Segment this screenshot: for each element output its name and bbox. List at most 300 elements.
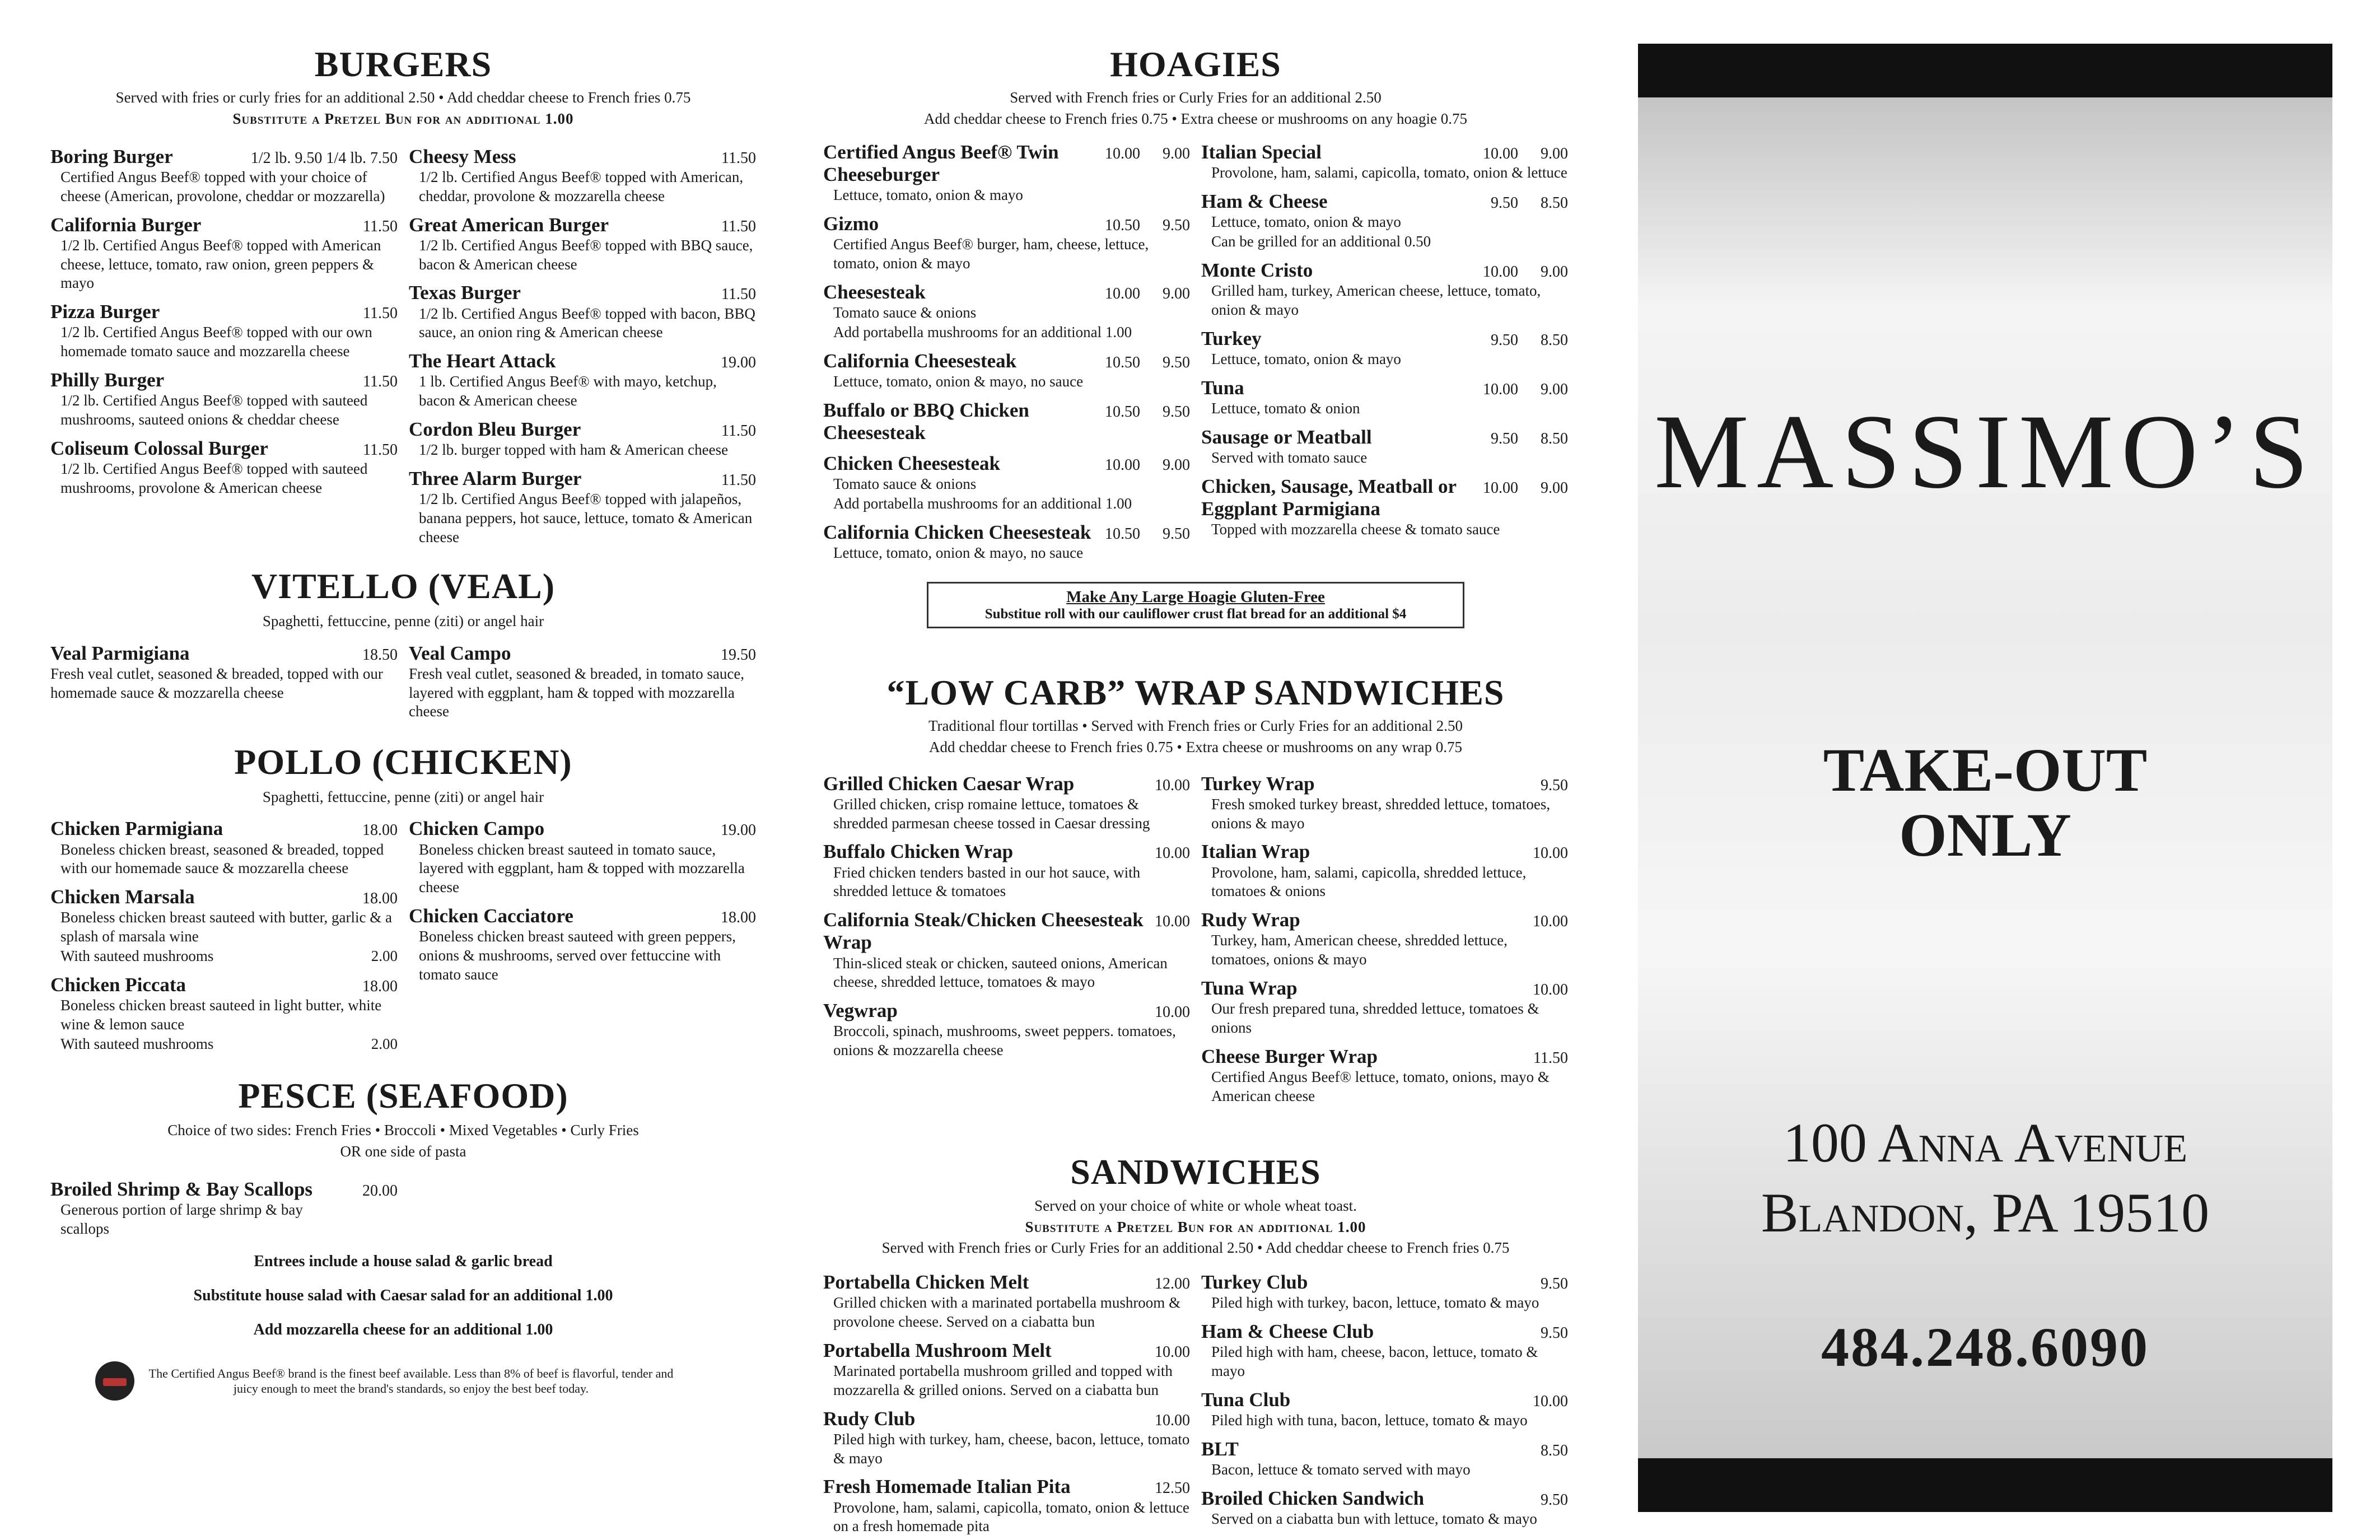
item-description: 1/2 lb. Certified Angus Beef® topped with BBQ sauce, bacon & American cheese [419,236,753,273]
price-small: 9.00 [1541,144,1568,162]
item-price: 11.50 [721,471,756,489]
item-description: Tomato sauce & onions [833,304,977,321]
menu-item [1201,977,1568,1038]
item-price: 11.50 [721,286,756,304]
item-header [50,974,398,996]
menu-item [1201,1046,1568,1106]
item-description: Marinated portabella mushroom grilled and topped with mozzarella & grilled onions. Served on a ciabatta bun [833,1362,1173,1398]
item-header [1201,909,1568,931]
menu-item [409,214,756,274]
item-description: 1 lb. Certified Angus Beef® with mayo, ketchup, bacon & American cheese [419,373,717,409]
item-price: 11.50 [721,217,756,235]
angus-footnote [50,1361,756,1401]
item-header [1201,977,1568,1000]
item-name: Sausage or Meatball [1201,426,1372,448]
entree-note: Entrees include a house salad & garlic bread [254,1252,553,1270]
extra-label: With sauteed mushrooms [60,947,214,964]
sandwiches-subtitle-3: Served with French fries or Curly Fries for an additional 2.50 • Add cheddar cheese to French fries 0.75 [881,1239,1510,1257]
item-description: 1/2 lb. Certified Angus Beef® topped with jalapeños, banana peppers, hot sauce, lettuce, tomato & American cheese [419,491,753,545]
address-line-1: 100 Anna Avenue [1782,1112,2188,1174]
item-header [1201,328,1568,350]
item-description: Thin-sliced steak or chicken, sauteed onions, American cheese, shredded lettuce, tomatoes & mayo [833,954,1168,991]
item-name: Chicken Piccata [50,973,186,996]
menu-item [50,146,398,206]
hoagies-title: HOAGIES [1110,44,1281,84]
price-large: 10.50 [1105,354,1140,372]
item-prices [1491,430,1568,448]
menu-item [409,282,756,342]
pesce-item [50,1178,398,1239]
brand-panel [1638,44,2332,1512]
item-price: 11.50 [363,372,398,390]
menu-item [409,146,756,206]
item-description: Lettuce, tomato, onion & mayo [1211,213,1401,231]
item-header [1201,426,1568,449]
item-header [823,1271,1190,1294]
hoagies-subtitle-2: Add cheddar cheese to French fries 0.75 • Extra cheese or mushrooms on any hoagie 0.75 [924,110,1467,128]
item-price: 11.50 [721,422,756,440]
item-description: Piled high with turkey, ham, cheese, bacon, lettuce, tomato & mayo [833,1430,1190,1467]
item-name: Broiled Shrimp & Bay Scallops [50,1178,313,1200]
item-header [823,909,1190,954]
item-description: Boneless chicken breast sauteed in light butter, white wine & lemon sauce [60,997,382,1033]
price-large: 10.00 [1483,144,1518,162]
price-large: 9.50 [1491,430,1518,447]
item-description: Fresh veal cutlet, seasoned & breaded, topped with our homemade sauce & mozzarella cheese [50,665,383,701]
item-name: Pizza Burger [50,301,160,323]
menu-item [1201,909,1568,969]
menu-item [50,974,398,1054]
item-description: Served on a ciabatta bun with lettuce, tomato & mayo [1211,1510,1537,1528]
item-header [409,146,756,168]
item-price: 18.50 [362,646,398,664]
item-description: Turkey, ham, American cheese, shredded lettuce, tomatoes, onions & mayo [1211,932,1508,968]
pollo-subtitle: Spaghetti, fettuccine, penne (ziti) or angel hair [262,788,544,805]
menu-item [823,773,1190,833]
extra-label: Add portabella mushrooms for an additional 1.00 [833,494,1132,512]
item-name: Italian Wrap [1201,841,1310,863]
item-header [409,818,756,840]
item-prices [1483,145,1568,163]
price-small: 9.00 [1163,284,1190,302]
menu-item [1201,141,1568,183]
menu-item [823,350,1190,391]
menu-item [1201,1389,1568,1430]
item-header [823,350,1190,372]
item-name: California Chicken Cheesesteak [823,521,1091,543]
item-name: Certified Angus Beef® Twin Cheeseburger [823,141,1059,186]
item-extra [1201,232,1568,251]
price-small: 9.00 [1541,479,1568,497]
item-name: Chicken Campo [409,818,545,840]
pesce-subtitle-2: OR one side of pasta [340,1142,466,1160]
item-description: Piled high with turkey, bacon, lettuce, tomato & mayo [1211,1294,1539,1312]
vitello-list [50,642,756,730]
menu-item [823,521,1190,563]
takeout-line-2: ONLY [1899,800,2071,869]
item-price: 10.00 [1155,1411,1190,1429]
extra-price: 2.00 [371,947,398,964]
item-name: Veal Parmigiana [50,642,190,664]
item-prices [1105,217,1190,235]
mozzarella-note: Add mozzarella cheese for an additional 1.00 [253,1320,553,1338]
item-price: 11.50 [363,305,398,323]
item-description: Provolone, ham, salami, capicolla, shredded lettuce, tomatoes & onions [1211,864,1527,900]
item-description: 1/2 lb. Certified Angus Beef® topped with our own homemade tomato sauce and mozzarella cheese [60,324,372,360]
item-description: Our fresh prepared tuna, shredded lettuce, tomatoes & onions [1211,1000,1539,1036]
menu-column [409,818,756,1061]
menu-column [409,146,756,555]
item-name: Coliseum Colossal Burger [50,437,268,459]
item-header [1201,1389,1568,1411]
item-price: 10.00 [1533,913,1568,931]
item-name: Cheese Burger Wrap [1201,1045,1378,1067]
price-small: 9.00 [1163,456,1190,474]
pesce-subtitle: Choice of two sides: French Fries • Broccoli • Mixed Vegetables • Curly Fries [167,1122,639,1139]
sandwiches-subtitle: Served on your choice of white or whole wheat toast. [1034,1197,1357,1214]
item-name: BLT [1201,1438,1239,1460]
menu-item [823,281,1190,342]
item-name: Buffalo or BBQ Chicken Cheesesteak [823,399,1029,444]
address [1638,1108,2332,1248]
gluten-free-subtitle: Substitue roll with our cauliflower crust flat bread for an additional $4 [984,606,1407,622]
item-description: Piled high with tuna, bacon, lettuce, tomato & mayo [1211,1412,1528,1429]
item-extra [50,946,398,966]
pollo-title: POLLO (CHICKEN) [234,742,572,782]
price-small: 9.50 [1163,217,1190,235]
item-header [50,642,398,665]
item-name: Fresh Homemade Italian Pita [823,1476,1071,1498]
item-header [1201,475,1568,521]
pesce-title: PESCE (SEAFOOD) [238,1075,568,1116]
item-name: Turkey [1201,327,1262,349]
item-name: Texas Burger [409,282,521,304]
item-description: Provolone, ham, salami, capicolla, tomato, onion & lettuce [1211,164,1567,181]
item-header [1201,141,1568,164]
menu-item [409,818,756,897]
restaurant-name: MASSIMO’S [1654,393,2316,511]
item-description: 1/2 lb. burger topped with ham & American cheese [419,441,729,459]
item-name: Cheesy Mess [409,145,516,167]
item-header [823,213,1190,235]
item-header [1201,259,1568,282]
item-header [1201,841,1568,863]
item-header [50,818,398,840]
address-line-2: Blandon, PA 19510 [1761,1182,2210,1244]
price-large: 10.00 [1483,479,1518,497]
item-price: 20.00 [362,1182,398,1200]
menu-item [1201,259,1568,320]
item-prices [1483,479,1568,497]
item-description: Boneless chicken breast, seasoned & breaded, topped with our homemade sauce & mozzarella cheese [60,841,384,877]
item-name: Chicken Cheesesteak [823,452,1000,474]
price-large: 10.00 [1483,263,1518,281]
item-description: Tomato sauce & onions [833,475,977,492]
item-description: Piled high with ham, cheese, bacon, lettuce, tomato & mayo [1211,1343,1538,1380]
item-header [823,841,1190,863]
item-description: Lettuce, tomato, onion & mayo [833,186,1023,204]
item-name: Vegwrap [823,1000,898,1022]
item-name: Portabella Mushroom Melt [823,1339,1052,1361]
price-small: 8.50 [1541,331,1568,349]
item-header [409,214,756,236]
menu-item [50,642,398,703]
price-large: 10.00 [1105,284,1140,302]
item-name: Tuna [1201,376,1244,399]
item-description: Certified Angus Beef® topped with your choice of cheese (American, provolone, cheddar or mozzarella) [60,169,385,204]
menu-item [1201,328,1568,369]
item-price: 12.00 [1155,1275,1190,1293]
item-header [823,281,1190,304]
item-header [1201,1438,1568,1460]
item-price: 18.00 [362,977,398,995]
hoagies-list [823,141,1568,571]
item-header [1201,1046,1568,1068]
item-description: Lettuce, tomato, onion & mayo, no sauce [833,373,1084,390]
item-header [1201,1487,1568,1510]
item-price: 10.00 [1155,844,1190,862]
item-name: Chicken Cacciatore [409,904,573,927]
price-large: 9.50 [1491,194,1518,212]
caesar-note: Substitute house salad with Caesar salad for an additional 1.00 [193,1286,613,1304]
wraps-list [823,773,1568,1114]
menu-item [1201,841,1568,901]
item-price: 10.00 [1533,844,1568,862]
item-description: Certified Angus Beef® burger, ham, cheese, lettuce, tomato, onion & mayo [833,236,1149,272]
item-price: 19.00 [721,822,756,839]
item-name: Grilled Chicken Caesar Wrap [823,772,1075,795]
item-description: Boneless chicken breast sauteed in tomato sauce, layered with eggplant, ham & topped with mozzarella cheese [419,841,745,896]
item-name: Italian Special [1201,141,1322,163]
item-prices [1105,354,1190,372]
item-description: Grilled chicken with a marinated portabella mushroom & provolone cheese. Served on a ciabatta bun [833,1294,1181,1331]
item-description: Boneless chicken breast sauteed with green peppers, onions & mushrooms, served over fettuccine with tomato sauce [419,928,736,983]
price-small: 9.50 [1163,354,1190,372]
item-price: 10.00 [1155,776,1190,794]
menu-item [409,418,756,460]
menu-column [823,1271,1190,1540]
item-prices [1483,381,1568,399]
item-name: Cheesesteak [823,281,926,303]
sandwiches-list [823,1271,1568,1540]
item-description: Generous portion of large shrimp & bay scallops [60,1201,303,1237]
item-price: 11.50 [363,441,398,459]
item-description: 1/2 lb. Certified Angus Beef® topped with American cheese, lettuce, tomato, raw onion, green peppers & mayo [60,236,381,292]
item-extra [50,1034,398,1054]
menu-item [409,905,756,984]
item-header [1201,190,1568,213]
item-price: 11.50 [1533,1049,1568,1067]
item-name: California Cheesesteak [823,350,1017,372]
item-price: 9.50 [1541,1491,1568,1509]
menu-item [1201,773,1568,833]
item-description: Served with tomato sauce [1211,449,1368,466]
item-description: Bacon, lettuce & tomato served with mayo [1211,1461,1471,1478]
item-description: 1/2 lb. Certified Angus Beef® topped with bacon, BBQ sauce, an onion ring & American cheese [419,305,755,341]
item-name: California Burger [50,213,202,236]
item-price: 11.50 [721,149,756,167]
item-name: Veal Campo [409,642,511,664]
price-large: 9.50 [1491,331,1518,349]
item-description: Lettuce, tomato, onion & mayo [1211,351,1401,368]
item-description: Grilled ham, turkey, American cheese, lettuce, tomato, onion & mayo [1211,282,1541,319]
menu-item [409,468,756,547]
extra-label: Can be grilled for an additional 0.50 [1211,232,1431,250]
item-description: 1/2 lb. Certified Angus Beef® topped with sauteed mushrooms, provolone & American cheese [60,460,368,496]
item-price: 19.50 [721,646,756,664]
item-description: Fried chicken tenders basted in our hot sauce, with shredded lettuce & tomatoes [833,864,1141,900]
item-price: 19.00 [721,354,756,372]
item-name: Monte Cristo [1201,259,1313,282]
wraps-title: “LOW CARB” WRAP SANDWICHES [886,672,1505,712]
gluten-free-box [927,582,1464,628]
item-name: Boring Burger [50,145,173,167]
price-large: 10.00 [1105,456,1140,474]
menu-column [50,642,398,730]
item-header [823,1000,1190,1022]
price-small: 8.50 [1541,430,1568,447]
item-name: Rudy Wrap [1201,909,1300,931]
extra-price: 2.00 [371,1035,398,1052]
item-prices [1483,263,1568,281]
menu-item [823,399,1190,445]
menu-item [1201,190,1568,251]
takeout-line-1: TAKE-OUT [1823,736,2148,804]
item-header [50,214,398,236]
left-column [50,0,756,1401]
item-price: 10.00 [1155,1004,1190,1021]
item-price: 10.00 [1533,1392,1568,1410]
menu-item [50,214,398,293]
middle-column [823,0,1568,1540]
angus-logo-icon [95,1361,134,1401]
menu-item [50,818,398,878]
menu-item [823,452,1190,514]
menu-item [823,213,1190,273]
item-header [409,905,756,927]
menu-column [50,818,398,1061]
menu-item [823,141,1190,205]
menu-column [823,773,1190,1114]
item-name: Tuna Club [1201,1388,1291,1411]
wraps-subtitle-2: Add cheddar cheese to French fries 0.75 • Extra cheese or mushrooms on any wrap 0.75 [929,738,1462,755]
takeout-notice [1638,738,2332,867]
item-price: 9.50 [1541,776,1568,794]
menu-item [823,1340,1190,1400]
price-small: 8.50 [1541,194,1568,212]
item-name: Rudy Club [823,1407,916,1430]
price-large: 10.50 [1105,525,1140,543]
menu-item [823,1408,1190,1468]
item-name: Ham & Cheese Club [1201,1320,1374,1343]
menu-item [1201,377,1568,418]
item-price: 11.50 [363,217,398,235]
price-small: 9.50 [1163,525,1190,543]
extra-label: Add portabella mushrooms for an additional 1.00 [833,323,1132,340]
item-header [409,350,756,372]
menu-item [1201,1438,1568,1480]
item-header [1201,377,1568,399]
menu-item [1201,1320,1568,1381]
price-small: 9.00 [1541,263,1568,281]
item-name: The Heart Attack [409,350,556,372]
item-price: 9.50 [1541,1324,1568,1342]
burgers-pretzel-note: Substitute a Pretzel Bun for an additional 1.00 [232,110,574,128]
menu-column [823,141,1190,571]
item-header [50,146,398,168]
extra-label: With sauteed mushrooms [60,1035,214,1052]
item-extra [823,494,1190,514]
menu-item [1201,426,1568,468]
price-large: 10.50 [1105,217,1140,235]
menu-item [823,841,1190,901]
menu-item [1201,1487,1568,1529]
item-name: Portabella Chicken Melt [823,1271,1029,1294]
bottom-bar [1638,1458,2332,1512]
item-price: 1/2 lb. 9.50 1/4 lb. 7.50 [250,149,398,167]
price-large: 10.50 [1105,403,1140,421]
item-price: 18.00 [721,908,756,926]
item-header [823,773,1190,795]
menu-column [409,642,756,730]
menu-item [823,909,1190,992]
item-name: Gizmo [823,213,879,235]
item-price: 10.00 [1155,913,1190,931]
item-header [823,399,1190,445]
item-name: Broiled Chicken Sandwich [1201,1487,1425,1509]
menu-column [50,146,398,555]
item-prices [1491,332,1568,349]
item-header [409,418,756,441]
item-header [823,1340,1190,1362]
phone-number: 484.248.6090 [1821,1316,2149,1378]
item-description: 1/2 lb. Certified Angus Beef® topped with sauteed mushrooms, sauteed onions & cheddar cheese [60,392,368,428]
menu-column [1201,1271,1568,1540]
item-name: Ham & Cheese [1201,190,1328,212]
item-header [50,369,398,391]
pollo-list [50,818,756,1061]
item-header [823,521,1190,544]
menu-item [50,886,398,966]
menu-item [409,350,756,410]
sandwiches-title: SANDWICHES [1070,1152,1321,1192]
item-price: 10.00 [1533,981,1568,998]
wraps-subtitle: Traditional flour tortillas • Served with French fries or Curly Fries for an additional 2.50 [928,717,1463,735]
item-header [1201,773,1568,795]
menu-item [823,1476,1190,1536]
item-header [823,1408,1190,1430]
sandwiches-pretzel-note: Substitute a Pretzel Bun for an additional 1.00 [1025,1218,1366,1235]
menu-item [50,301,398,361]
burgers-subtitle: Served with fries or curly fries for an additional 2.50 • Add cheddar cheese to French fries 0.75 [115,89,691,106]
item-header [50,437,398,460]
item-header [409,282,756,304]
menu-item [823,1000,1190,1060]
menu-item [409,642,756,722]
menu-column [1201,141,1568,571]
menu-item [50,369,398,430]
item-description: Provolone, ham, salami, capicolla, tomato, onion & lettuce on a fresh homemade pita [833,1499,1189,1535]
menu-item [823,1271,1190,1332]
item-name: Tuna Wrap [1201,977,1298,999]
item-name: Buffalo Chicken Wrap [823,841,1014,863]
price-small: 9.00 [1163,144,1190,162]
item-description: Grilled chicken, crisp romaine lettuce, tomatoes & shredded parmesan cheese tossed in Caesar dressing [833,795,1150,832]
item-description: Fresh veal cutlet, seasoned & breaded, in tomato sauce, layered with eggplant, ham & topped with mozzarella cheese [409,665,745,720]
menu-item [1201,1271,1568,1313]
item-description: Fresh smoked turkey breast, shredded lettuce, tomatoes, onions & mayo [1211,795,1551,832]
burgers-list [50,146,756,555]
